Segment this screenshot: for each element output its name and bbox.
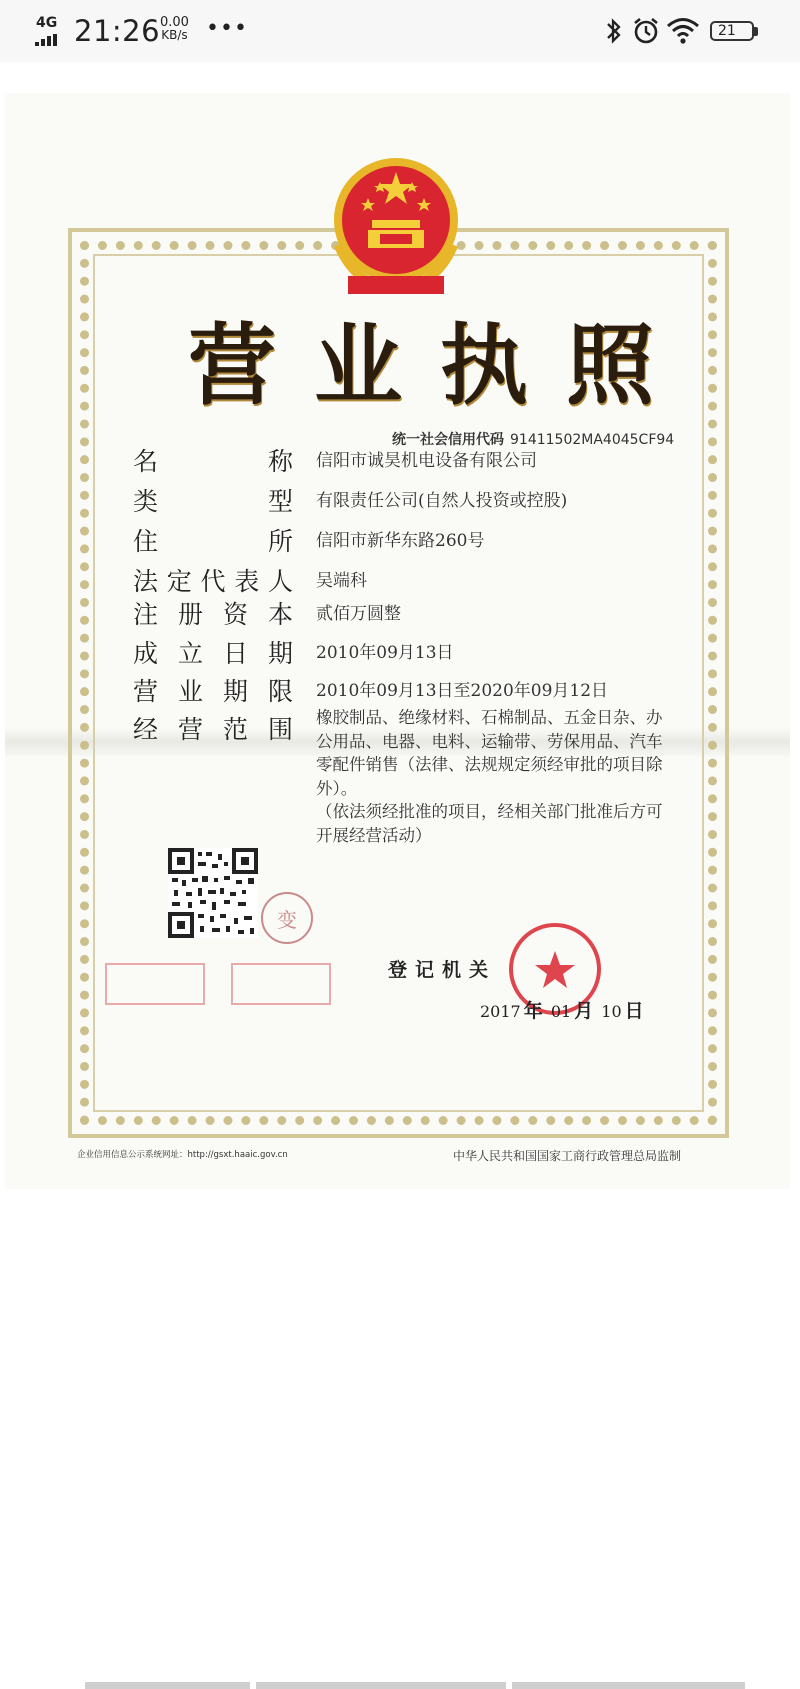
issue-date xyxy=(480,996,647,1023)
field-label: 营 业 期 限 xyxy=(133,677,293,706)
speed-unit: KB/s xyxy=(161,28,188,42)
field-value: 有限责任公司(自然人投资或控股) xyxy=(316,491,568,511)
footer-website: 企业信用信息公示系统网址：http://gsxt.haaic.gov.cn xyxy=(77,1150,288,1160)
field-value: 2010年09月13日 xyxy=(316,643,454,663)
field-row-established xyxy=(133,634,693,668)
clock: 21:26 xyxy=(74,14,161,48)
field-row-capital xyxy=(133,595,693,629)
field-value: 2010年09月13日至2020年09月12日 xyxy=(316,681,609,701)
business-scope-text xyxy=(316,706,671,847)
field-row-name xyxy=(133,442,693,476)
field-row-address xyxy=(133,522,693,556)
national-emblem-icon xyxy=(328,150,464,300)
date-unit-day: 日 xyxy=(624,1000,644,1022)
field-row-type xyxy=(133,482,693,516)
field-value: 吴端科 xyxy=(316,571,367,591)
image-pager-indicator xyxy=(85,1682,745,1689)
field-value: 信阳市新华东路260号 xyxy=(316,531,485,551)
field-row-term xyxy=(133,672,693,706)
change-stamp: 变 xyxy=(261,892,313,944)
field-value: 贰佰万圆整 xyxy=(316,604,401,624)
field-label: 类 型 xyxy=(133,487,293,516)
battery-level: 21 xyxy=(718,23,736,39)
field-label: 住 所 xyxy=(133,527,293,556)
footer-authority: 中华人民共和国国家工商行政管理总局监制 xyxy=(453,1149,682,1163)
qr-code-icon xyxy=(168,848,258,938)
field-row-legal-rep xyxy=(133,562,693,596)
field-label: 注 册 资 本 xyxy=(133,600,293,629)
status-bar xyxy=(0,0,800,62)
faded-stamp-left xyxy=(105,963,205,1005)
date-unit-year: 年 xyxy=(523,1000,543,1022)
date-day: 10 xyxy=(601,1002,622,1021)
date-unit-month: 月 xyxy=(574,1000,594,1022)
network-speed xyxy=(160,16,189,42)
signal-icon xyxy=(34,15,62,47)
scope-note: （依法须经批准的项目，经相关部门批准后方可开展经营活动） xyxy=(316,802,663,845)
speed-value: 0.00 xyxy=(160,15,189,30)
field-label: 经 营 范 围 xyxy=(133,715,293,744)
scope-text: 橡胶制品、绝缘材料、石棉制品、五金日杂、办公用品、电器、电料、运输带、劳保用品、汽车零配件销售（法律、法规规定须经审批的项目除外）。 xyxy=(316,708,663,798)
battery-icon xyxy=(710,21,760,43)
wifi-icon xyxy=(666,16,700,46)
business-license-image[interactable] xyxy=(5,93,790,1189)
more-notifications-icon: ••• xyxy=(206,16,248,41)
registration-authority: 登记机关 xyxy=(388,959,497,981)
credit-code-label: 统一社会信用代码 xyxy=(392,432,504,448)
network-type: 4G xyxy=(36,15,58,31)
date-year: 2017 xyxy=(480,1002,521,1021)
bluetooth-icon xyxy=(604,16,624,46)
alarm-icon xyxy=(632,16,660,46)
field-label: 名 称 xyxy=(133,447,293,476)
field-label: 法 定 代 表 人 xyxy=(133,567,293,596)
date-month: 01 xyxy=(550,1002,572,1021)
faded-stamp-right xyxy=(231,963,331,1005)
field-value: 信阳市诚昊机电设备有限公司 xyxy=(316,451,537,471)
credit-code-value: 91411502MA4045CF94 xyxy=(510,432,675,448)
document-title: 营业执照 xyxy=(188,313,693,417)
field-label: 成 立 日 期 xyxy=(133,639,293,668)
